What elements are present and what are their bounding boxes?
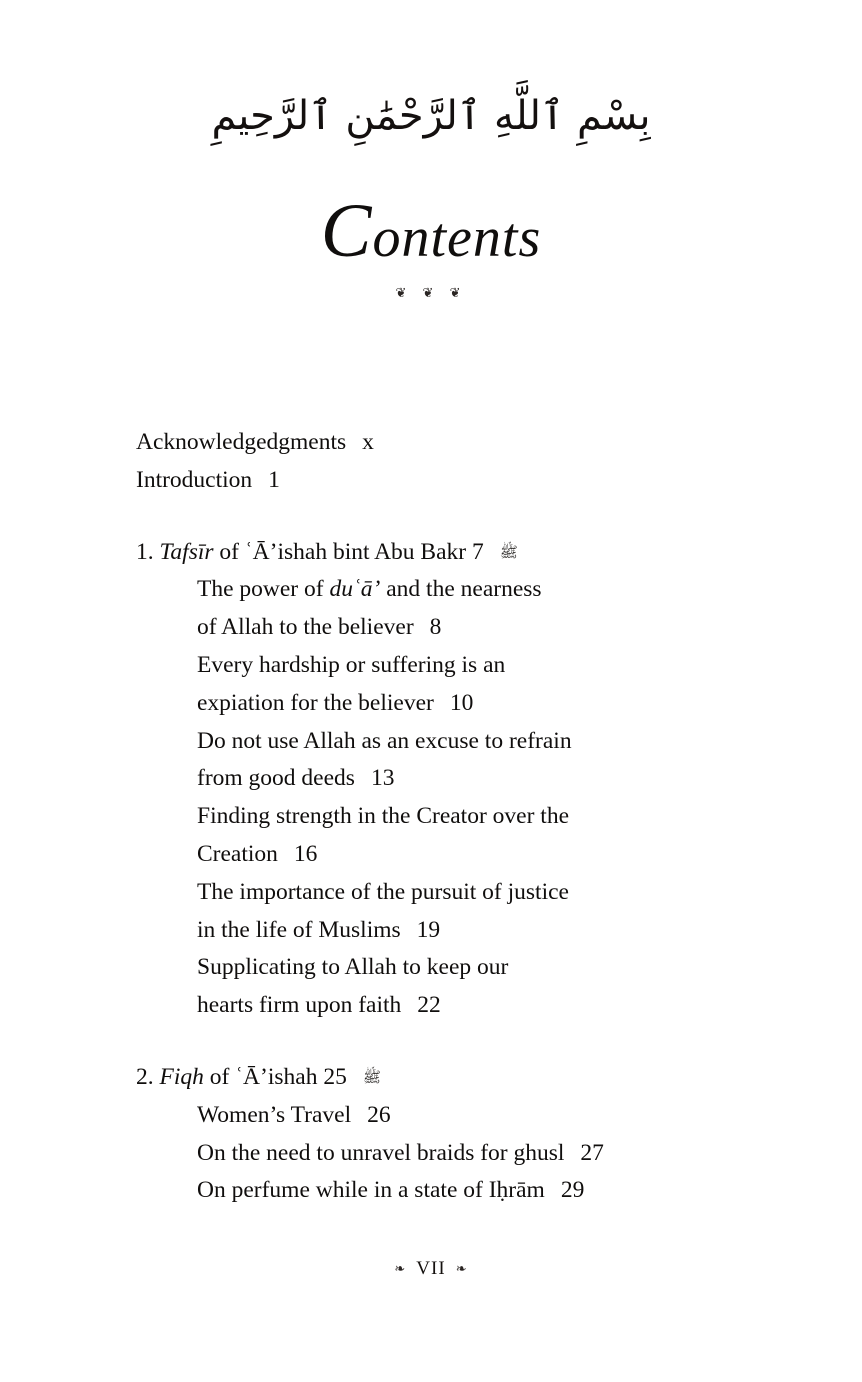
list-item[interactable]: [197, 949, 736, 987]
list-item[interactable]: [136, 462, 736, 500]
toc-entry-label-2: from good deeds: [197, 765, 355, 792]
toc-entry-label: Introduction: [136, 466, 253, 493]
toc-entry-label: Women’s Travel: [197, 1101, 352, 1128]
list-item[interactable]: [197, 571, 736, 609]
title-text: ontents: [372, 207, 542, 269]
chapter-2-entries: [197, 1097, 736, 1210]
list-item[interactable]: [197, 647, 736, 685]
list-item[interactable]: [197, 874, 736, 912]
toc-entry-label: Every hardship or suffering is an: [197, 651, 506, 678]
toc-entry-page: 1: [268, 466, 280, 493]
chapter-title-rest: of ʿĀ’ishah: [209, 1063, 318, 1090]
toc-entry-page: 19: [416, 916, 441, 943]
folio-right-ornament-icon: ❧: [455, 1262, 468, 1277]
list-item[interactable]: [136, 424, 736, 462]
chapter-heading-1[interactable]: [136, 534, 736, 572]
chapter-1-entries: [197, 571, 736, 1025]
toc-entry-label: On perfume while in a state of Iḥrām: [197, 1177, 545, 1204]
chapter-page: 7: [471, 538, 484, 565]
list-item[interactable]: [197, 1135, 736, 1173]
list-item-cont[interactable]: [197, 912, 736, 950]
toc-entry-page: 26: [367, 1101, 391, 1128]
basmala-calligraphy: بِسْمِ ٱللَّهِ ٱلرَّحْمَٰنِ ٱلرَّحِيمِ: [211, 93, 651, 139]
list-item-cont[interactable]: [197, 760, 736, 798]
toc-entry-page: 27: [580, 1139, 604, 1166]
list-item-cont[interactable]: [197, 609, 736, 647]
chapter-title-italic: Tafsīr: [159, 538, 214, 565]
toc-entry-label: The power of: [197, 576, 330, 603]
toc-entry-label-2: of Allah to the believer: [197, 614, 414, 641]
folio-number: VII: [416, 1258, 446, 1279]
toc-entry-label: Supplicating to Allah to keep our: [197, 954, 509, 981]
chapter-title-italic: Fiqh: [159, 1063, 204, 1090]
page-title: [0, 189, 862, 273]
chapter-page: 25: [323, 1063, 347, 1090]
title-drop-cap: C: [320, 189, 373, 273]
toc-entry-label: On the need to unravel braids for ghusl: [197, 1139, 565, 1166]
toc-entry-page: 22: [417, 992, 441, 1019]
honorific-icon: ﷺ: [499, 542, 518, 561]
toc-entry-page: 13: [370, 765, 395, 792]
toc-entry-page: x: [362, 429, 374, 455]
toc-entry-label-2: expiation for the believer: [197, 689, 434, 716]
honorific-icon: ﷺ: [362, 1067, 381, 1086]
table-of-contents: [136, 424, 736, 1210]
folio-left-ornament-icon: ❧: [394, 1262, 407, 1277]
toc-entry-label-italic: duʿā’: [329, 576, 381, 603]
list-item-cont[interactable]: [197, 685, 736, 723]
toc-entry-page: 29: [560, 1177, 585, 1204]
list-item[interactable]: [197, 798, 736, 836]
toc-entry-label: Acknowledgedgments: [136, 429, 347, 455]
toc-entry-page: 16: [293, 840, 318, 867]
chapter-number: 2.: [136, 1063, 154, 1090]
list-item[interactable]: [197, 1097, 736, 1135]
toc-entry-label: Finding strength in the Creator over the: [197, 803, 570, 830]
toc-entry-label-2: in the life of Muslims: [197, 916, 401, 943]
chapter-title-rest: of ʿĀ’ishah bint Abu Bakr: [219, 538, 467, 565]
page-folio: [0, 1258, 862, 1280]
list-item[interactable]: [197, 1172, 736, 1210]
toc-entry-label-post: and the nearness: [380, 576, 542, 603]
chapter-number: 1.: [136, 538, 154, 565]
toc-entry-page: 8: [429, 614, 442, 641]
toc-entry-page: 10: [449, 689, 474, 716]
list-item[interactable]: [197, 723, 736, 761]
chapter-heading-2[interactable]: [136, 1059, 736, 1097]
ornament-divider-icon: ❦ ❦ ❦: [395, 286, 467, 301]
toc-entry-label-2: Creation: [197, 840, 278, 867]
toc-entry-label-2: hearts firm upon faith: [197, 992, 402, 1019]
toc-entry-label: The importance of the pursuit of justice: [197, 878, 569, 905]
toc-entry-label: Do not use Allah as an excuse to refrain: [197, 727, 572, 754]
list-item-cont[interactable]: [197, 987, 736, 1025]
list-item-cont[interactable]: [197, 836, 736, 874]
